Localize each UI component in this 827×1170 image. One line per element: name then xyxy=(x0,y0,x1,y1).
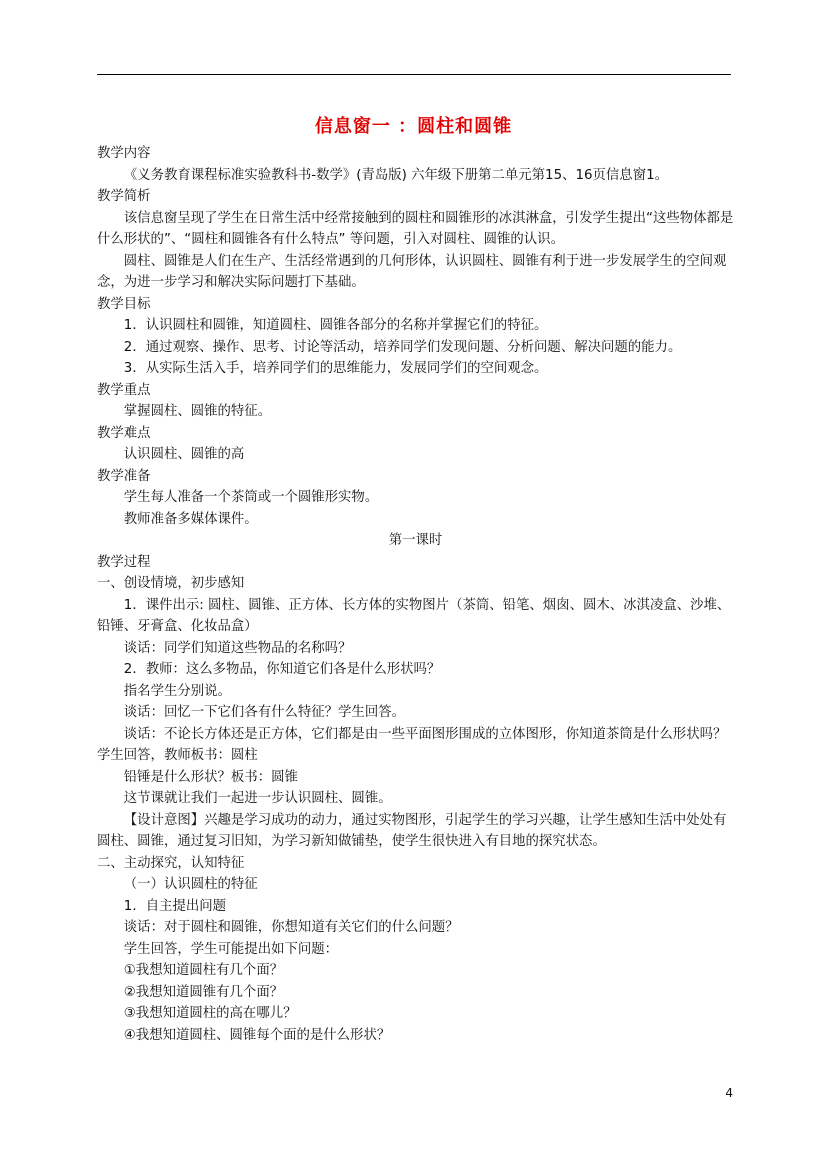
list-item: 3．从实际生活入手，培养同学们的思维能力，发展同学们的空间观念。 xyxy=(123,361,548,376)
paragraph: 谈话：对于圆柱和圆锥，你想知道有关它们的什么问题？ xyxy=(123,920,459,935)
subsection-heading: 二、主动探究，认知特征 xyxy=(97,855,245,871)
paragraph: 教师准备多媒体课件。 xyxy=(123,511,258,527)
paragraph: 学生回答，学生可能提出如下问题： xyxy=(123,941,339,957)
list-item: ②我想知道圆锥有几个面？ xyxy=(123,984,284,1000)
paragraph: 1．课件出示: 圆柱、圆锥、正方体、长方体的实物图片（茶筒、铅笔、烟囱、圆木、冰淇凌盒、沙堆、铅锤、牙膏盒、化妆品盒） xyxy=(97,597,731,634)
page-number: 4 xyxy=(725,1086,733,1100)
paragraph: 谈话：同学们知道这些物品的名称吗？ xyxy=(123,640,352,656)
section-heading: 教学难点 xyxy=(97,425,151,441)
paragraph: 2．教师：这么多物品，你知道它们各是什么形状吗？ xyxy=(123,662,441,677)
section-heading: 教学准备 xyxy=(97,468,151,484)
paragraph: 铅锤是什么形状？板书：圆锥 xyxy=(123,769,298,785)
page-title: 信息窗一 ：圆柱和圆锥 xyxy=(314,116,513,137)
section-heading: 教学过程 xyxy=(97,554,151,570)
lesson-heading: 第一课时 xyxy=(388,533,443,548)
subsection-heading: 一、创设情境，初步感知 xyxy=(97,576,245,591)
paragraph: 1．自主提出问题 xyxy=(123,898,227,914)
paragraph: 《义务教育课程标准实验教科书-数学》(青岛版) 六年级下册第二单元第15、16页信息窗1。 xyxy=(123,167,668,183)
paragraph: 谈话：回忆一下它们各有什么特征？学生回答。 xyxy=(123,705,405,720)
paragraph: 掌握圆柱、圆锥的特征。 xyxy=(123,404,272,419)
list-item: ④我想知道圆柱、圆锥每个面的是什么形状？ xyxy=(123,1027,391,1043)
paragraph: 认识圆柱、圆锥的高 xyxy=(123,447,245,462)
subsection-heading: （一）认识圆柱的特征 xyxy=(123,877,258,892)
paragraph: 学生每人准备一个茶筒或一个圆锥形实物。 xyxy=(123,490,379,505)
header-rule xyxy=(97,74,731,75)
section-heading: 教学重点 xyxy=(97,382,151,398)
section-heading: 教学简析 xyxy=(97,189,151,204)
list-item: ①我想知道圆柱有几个面？ xyxy=(123,963,284,978)
paragraph: 谈话：不论长方体还是正方体，它们都是由一些平面图形围成的立体图形，你知道茶筒是什么形状吗？学生回答，教师板书：圆柱 xyxy=(97,726,727,763)
design-intent-paragraph: 【设计意图】兴趣是学习成功的动力，通过实物图形，引起学生的学习兴趣，让学生感知生活中处处有圆柱、圆锥，通过复习旧知，为学习新知做铺垫，使学生很快进入有目地的探究状态。 xyxy=(97,812,727,849)
list-item: ③我想知道圆柱的高在哪儿？ xyxy=(123,1006,297,1021)
paragraph: 指名学生分别说。 xyxy=(123,683,231,699)
section-heading: 教学内容 xyxy=(97,146,151,161)
document-body xyxy=(97,143,734,1046)
paragraph: 这节课就让我们一起进一步认识圆柱、圆锥。 xyxy=(123,791,392,806)
list-item: 1．认识圆柱和圆锥，知道圆柱、圆锥各部分的名称并掌握它们的特征。 xyxy=(123,318,548,333)
paragraph: 圆柱、圆锥是人们在生产、生活经常遇到的几何形体，认识圆柱、圆锥有利于进一步发展学生的空间观念，为进一步学习和解决实际问题打下基础。 xyxy=(97,253,727,290)
section-heading: 教学目标 xyxy=(97,296,151,312)
paragraph: 该信息窗呈现了学生在日常生活中经常接触到的圆柱和圆锥形的冰淇淋盒，引发学生提出“这些物体都是什么形状的”、“圆柱和圆锥各有什么特点” 等问题，引入对圆柱、圆锥的认识。 xyxy=(97,210,734,247)
list-item: 2．通过观察、操作、思考、讨论等活动，培养同学们发现问题、分析问题、解决问题的能力。 xyxy=(123,339,682,355)
